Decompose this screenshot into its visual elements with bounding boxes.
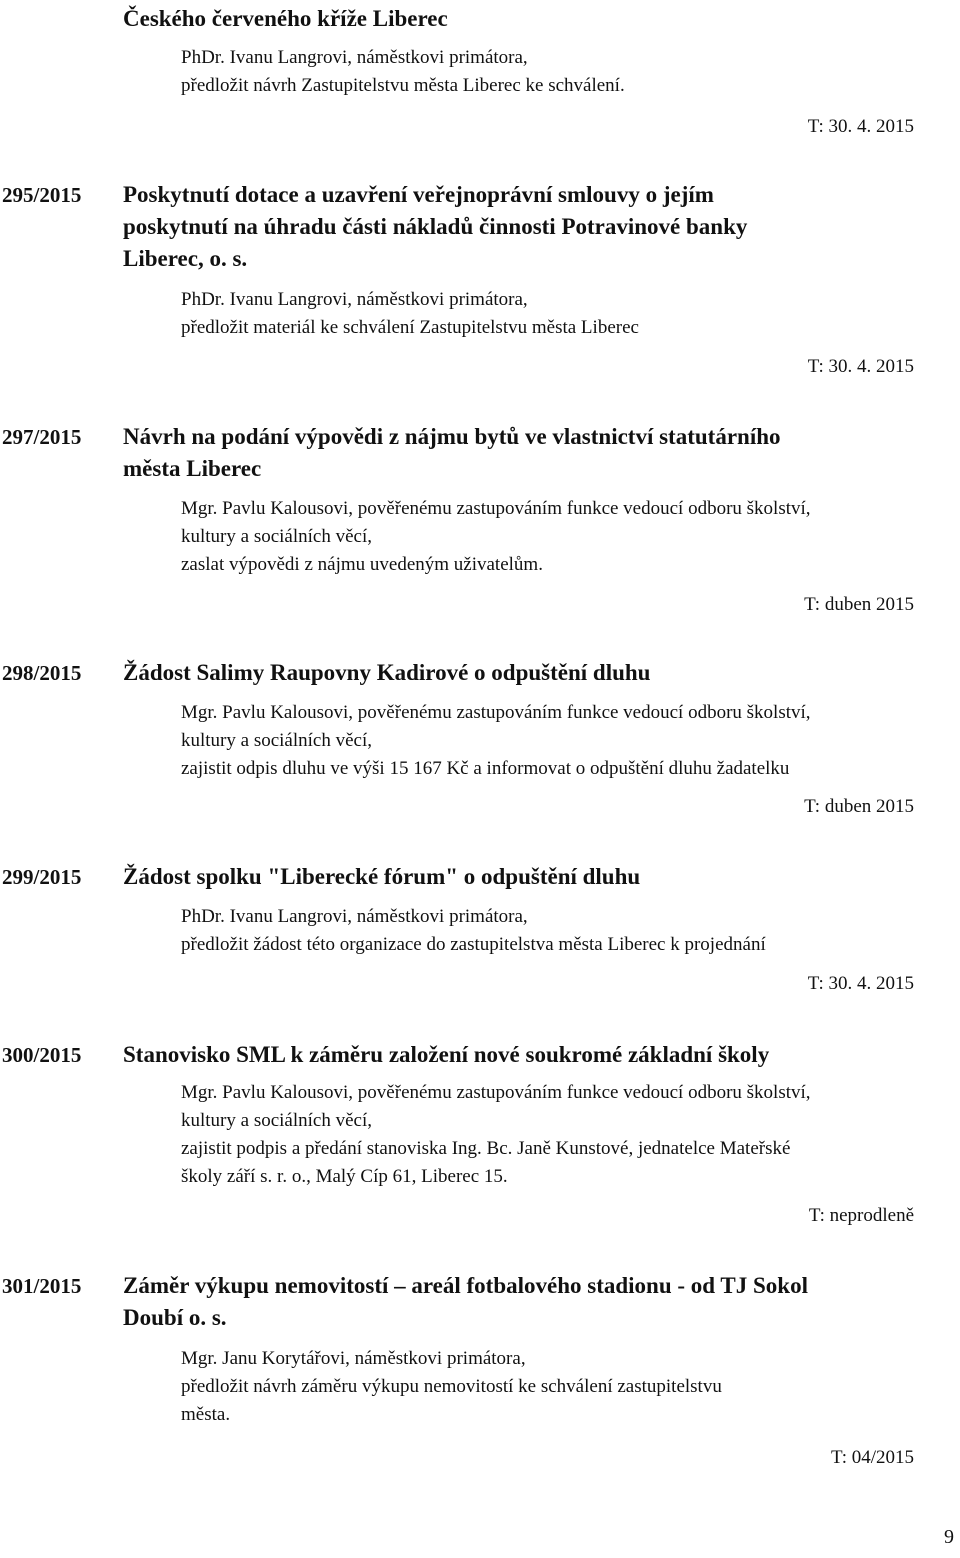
assignee-line: PhDr. Ivanu Langrovi, náměstkovi primátora, [181,906,528,927]
task-line: předložit návrh Zastupitelstvu města Liberec ke schválení. [181,75,625,96]
resolution-number: 297/2015 [2,425,82,449]
continuation-title: Českého červeného kříže Liberec [123,6,448,31]
deadline: T: 30. 4. 2015 [807,116,914,137]
task-line: předložit materiál ke schválení Zastupitelstvu města Liberec [181,317,639,338]
resolution-number: 295/2015 [2,183,82,207]
resolution-title: Poskytnutí dotace a uzavření veřejnoprávní smlouvy o jejím [123,182,714,207]
assignee-line: PhDr. Ivanu Langrovi, náměstkovi primátora, [181,289,528,310]
resolution-title: Žádost Salimy Raupovny Kadirové o odpuštění dluhu [123,660,651,685]
assignee-line: Mgr. Pavlu Kalousovi, pověřenému zastupováním funkce vedoucí odboru školství, [181,1082,811,1103]
resolution-number: 300/2015 [2,1043,82,1067]
assignee-line: kultury a sociálních věcí, [181,730,372,751]
resolution-number: 298/2015 [2,661,82,685]
deadline: T: 30. 4. 2015 [807,356,914,377]
resolution-title: Liberec, o. s. [123,246,248,271]
resolution-title: Žádost spolku "Liberecké fórum" o odpuštění dluhu [123,864,641,889]
resolution-title: Záměr výkupu nemovitostí – areál fotbalového stadionu - od TJ Sokol [123,1273,808,1298]
page-number: 9 [944,1526,954,1548]
assignee-line: Mgr. Janu Korytářovi, náměstkovi primátora, [181,1348,526,1369]
resolution-number: 299/2015 [2,865,82,889]
assignee-line: kultury a sociálních věcí, [181,1110,372,1131]
task-line: zajistit odpis dluhu ve výši 15 167 Kč a informovat o odpuštění dluhu žadatelku [181,758,790,779]
deadline: T: duben 2015 [804,594,914,615]
resolution-title: poskytnutí na úhradu části nákladů činnosti Potravinové banky [123,214,748,239]
task-line: zajistit podpis a předání stanoviska Ing. Bc. Janě Kunstové, jednatelce Mateřské [181,1138,791,1159]
deadline: T: neprodleně [808,1205,914,1226]
assignee-line: PhDr. Ivanu Langrovi, náměstkovi primátora, [181,47,528,68]
task-line: předložit žádost této organizace do zastupitelstva města Liberec k projednání [181,934,766,955]
resolution-number: 301/2015 [2,1274,82,1298]
deadline: T: 04/2015 [831,1447,914,1468]
assignee-line: Mgr. Pavlu Kalousovi, pověřenému zastupováním funkce vedoucí odboru školství, [181,498,811,519]
resolution-title: Návrh na podání výpovědi z nájmu bytů ve vlastnictví statutárního [123,424,781,449]
deadline: T: 30. 4. 2015 [807,973,914,994]
assignee-line: Mgr. Pavlu Kalousovi, pověřenému zastupováním funkce vedoucí odboru školství, [181,702,811,723]
resolution-title: města Liberec [123,456,262,481]
resolution-title: Stanovisko SML k záměru založení nové soukromé základní školy [123,1042,770,1067]
assignee-line: kultury a sociálních věcí, [181,526,372,547]
task-line: zaslat výpovědi z nájmu uvedeným uživatelům. [181,554,543,575]
task-line: předložit návrh záměru výkupu nemovitostí ke schválení zastupitelstvu [181,1376,722,1397]
task-line: školy září s. r. o., Malý Cíp 61, Liberec 15. [181,1166,508,1187]
task-line: města. [181,1404,231,1425]
deadline: T: duben 2015 [804,796,914,817]
resolution-title: Doubí o. s. [123,1305,227,1330]
